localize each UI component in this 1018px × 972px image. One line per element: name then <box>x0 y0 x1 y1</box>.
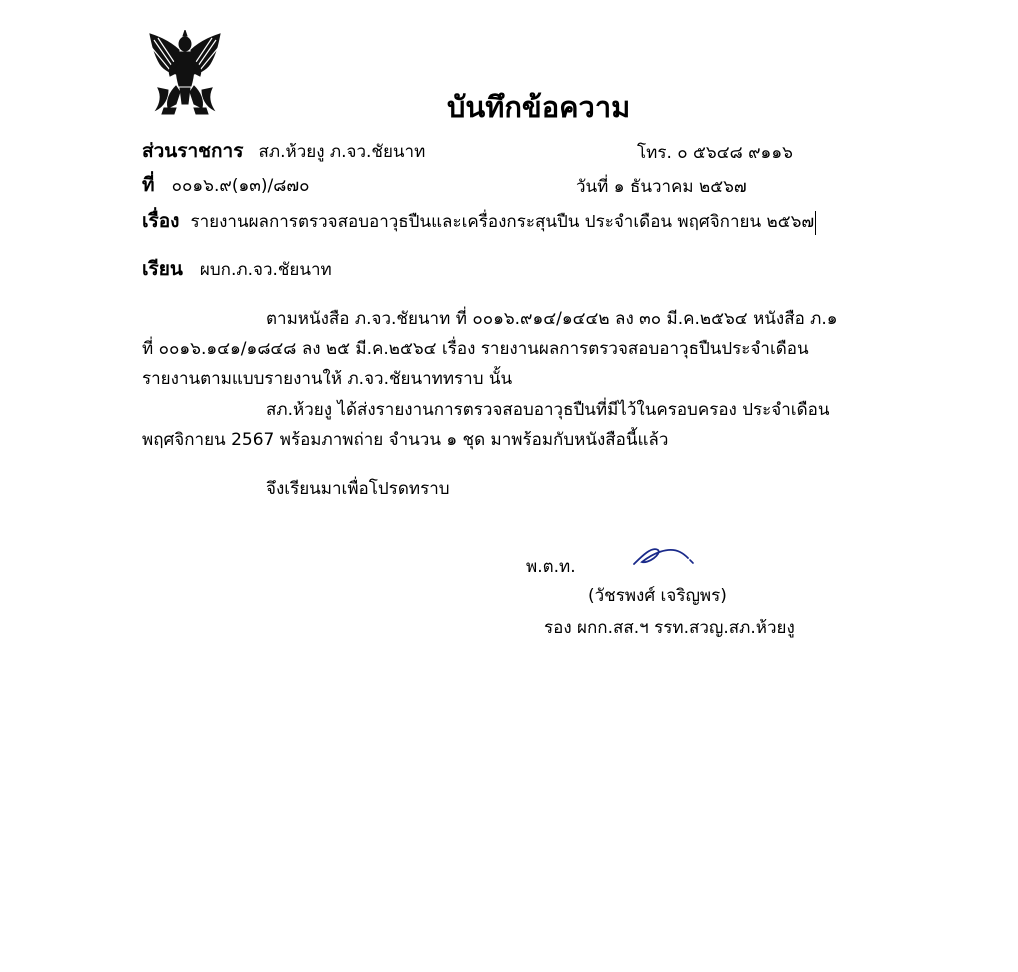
subject-value: รายงานผลการตรวจสอบอาวุธปืนและเครื่องกระสุนปืน ประจำเดือน พฤศจิกายน ๒๕๖๗ <box>190 212 815 232</box>
paragraph-1-line-3: รายงานตามแบบรายงานให้ ภ.จว.ชัยนาททราบ นั้น <box>142 369 513 389</box>
agency-row <box>142 136 425 166</box>
agency-value: สภ.ห้วยงู ภ.จว.ชัยนาท <box>258 142 426 162</box>
garuda-emblem-icon <box>146 30 224 116</box>
handwritten-signature <box>628 538 706 572</box>
phone-number: โทร. ๐ ๕๖๔๘ ๙๑๑๖ <box>637 143 793 163</box>
paragraph-2-line-2: พฤศจิกายน 2567 พร้อมภาพถ่าย จำนวน ๑ ชุด มาพร้อมกับหนังสือนี้แล้ว <box>142 430 669 450</box>
agency-label: ส่วนราชการ <box>142 140 244 162</box>
subject-label: เรื่อง <box>142 210 180 232</box>
subject-row <box>142 206 816 236</box>
reference-value: ๐๐๑๖.๙(๑๓)/๘๗๐ <box>171 176 310 196</box>
closing-line: จึงเรียนมาเพื่อโปรดทราบ <box>266 479 450 499</box>
memo-title: บันทึกข้อความ <box>447 90 631 124</box>
signer-position: รอง ผกก.สส.ฯ รรท.สวญ.สภ.ห้วยงู <box>544 618 795 638</box>
text-cursor <box>815 211 816 235</box>
salutation-value: ผบก.ภ.จว.ชัยนาท <box>199 260 332 280</box>
salutation-label: เรียน <box>142 258 183 280</box>
paragraph-2-line-1: สภ.ห้วยงู ได้ส่งรายงานการตรวจสอบอาวุธปืนที่มีไว้ในครอบครอง ประจำเดือน <box>266 400 830 420</box>
paragraph-1-line-1: ตามหนังสือ ภ.จว.ชัยนาท ที่ ๐๐๑๖.๙๑๔/๑๔๔๒ ลง ๓๐ มี.ค.๒๕๖๔ หนังสือ ภ.๑ <box>266 309 838 329</box>
reference-row <box>142 170 310 200</box>
memo-date: วันที่ ๑ ธันวาคม ๒๕๖๗ <box>576 177 747 197</box>
signer-rank: พ.ต.ท. <box>526 557 576 577</box>
signer-name: (วัชรพงศ์ เจริญพร) <box>588 586 727 606</box>
reference-label: ที่ <box>142 174 155 196</box>
paragraph-1-line-2: ที่ ๐๐๑๖.๑๔๑/๑๘๔๘ ลง ๒๕ มี.ค.๒๕๖๔ เรื่อง รายงานผลการตรวจสอบอาวุธปืนประจำเดือน <box>142 339 809 359</box>
salutation-row <box>142 254 332 284</box>
